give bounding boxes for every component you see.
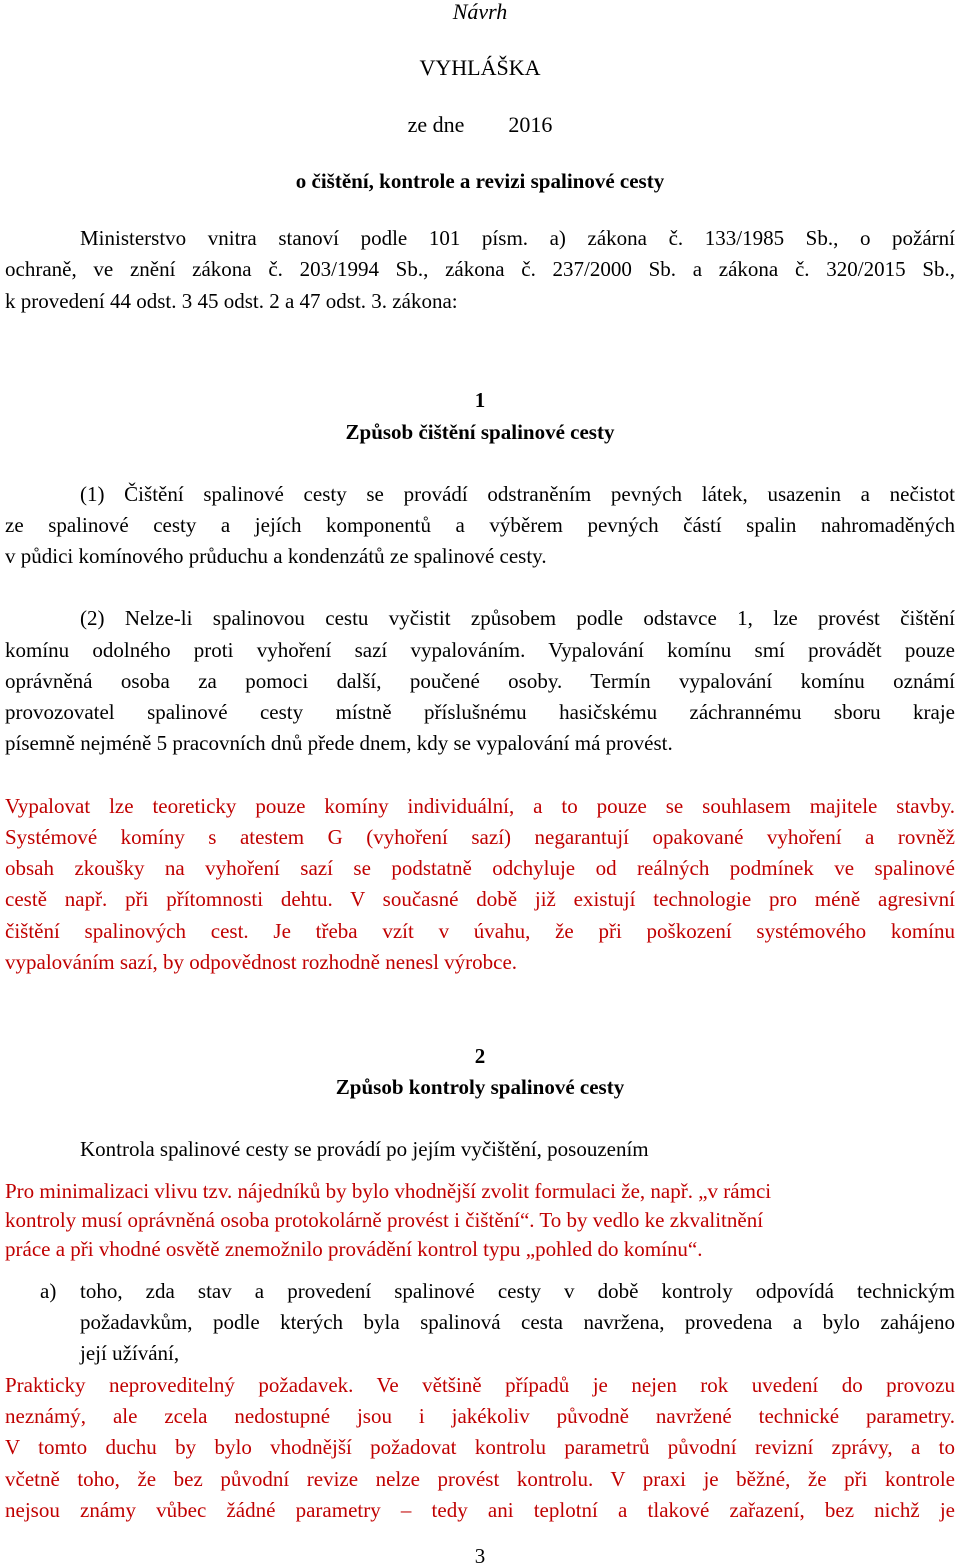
comment-line: Systémové komíny s atestem G (vyhoření sazí) negarantují opakované vyhoření a rovněž — [5, 825, 955, 849]
comment-line: nejsou známy vůbec žádné parametry – tedy ani teplotní a tlakové zařazení, bez nichž je — [5, 1498, 955, 1522]
draft-label: Návrh — [452, 0, 508, 24]
doc-date: ze dne 2016 — [407, 112, 553, 137]
paragraph-line: Kontrola spalinové cesty se provádí po jejím vyčištění, posouzením — [80, 1137, 649, 1161]
comment-line: obsah zkoušky na vyhoření sazí se podstatně odchyluje od reálných podmínek ve spalinové — [5, 856, 955, 880]
paragraph-line: ze spalinové cesty a jejích komponentů a výběrem pevných částí spalin nahromaděných — [5, 513, 955, 537]
comment-line: cestě např. při přítomnosti dehtu. V současné době již existují technologie pro méně agresivní — [5, 887, 955, 911]
list-item-line: její užívání, — [80, 1341, 180, 1365]
section-number: 2 — [474, 1044, 486, 1068]
list-item-line: toho, zda stav a provedení spalinové cesty v době kontroly odpovídá technickým — [80, 1279, 955, 1303]
preamble-line: Ministerstvo vnitra stanoví podle 101 písm. a) zákona č. 133/1985 Sb., o požární — [80, 226, 955, 250]
paragraph-line: provozovatel spalinové cesty místně příslušnému hasičskému záchrannému sboru kraje — [5, 700, 955, 724]
paragraph-line: písemně nejméně 5 pracovních dnů přede dnem, kdy se vypalování má provést. — [5, 731, 673, 755]
paragraph-line: oprávněná osoba za pomoci další, poučené osoby. Termín vypalování komínu oznámí — [5, 669, 955, 693]
comment-line: kontroly musí oprávněná osoba protokolárně provést i čištění“. To by vedlo ke zkvalitnění — [5, 1208, 764, 1232]
preamble-line: ochraně, ve znění zákona č. 203/1994 Sb., zákona č. 237/2000 Sb. a zákona č. 320/2015 Sb., — [5, 257, 955, 281]
comment-line: vypalováním sazí, by odpovědnost rozhodně nenesl výrobce. — [5, 950, 518, 974]
page-number: 3 — [474, 1544, 486, 1568]
comment-line: neznámý, ale zcela nedostupné jsou i jakékoliv původně navržené technické parametry. — [5, 1404, 955, 1428]
section-heading: Způsob čištění spalinové cesty — [345, 420, 615, 444]
paragraph-line: v půdici komínového průduchu a kondenzátů ze spalinové cesty. — [5, 544, 547, 568]
section-number: 1 — [474, 388, 486, 412]
list-item-line: požadavkům, podle kterých byla spalinová cesta navržena, provedena a bylo zahájeno — [80, 1310, 955, 1334]
comment-line: V tomto duchu by bylo vhodnější požadovat kontrolu parametrů původní revizní zprávy, a to — [5, 1435, 955, 1459]
section-heading: Způsob kontroly spalinové cesty — [335, 1075, 625, 1099]
comment-line: práce a při vhodné osvětě znemožnilo provádění kontrol typu „pohled do komínu“. — [5, 1237, 703, 1261]
paragraph-line: komínu odolného proti vyhoření sazí vypalováním. Vypalování komínu smí provádět pouze — [5, 638, 955, 662]
comment-line: včetně toho, že bez původní revize nelze provést kontrolu. V praxi je běžné, že při kontrole — [5, 1467, 955, 1491]
comment-line: Vypalovat lze teoreticky pouze komíny individuální, a to pouze se souhlasem majitele stavby. — [5, 794, 955, 818]
list-marker: a) — [40, 1279, 57, 1303]
doc-type: VYHLÁŠKA — [419, 55, 541, 80]
doc-title: o čištění, kontrole a revizi spalinové cesty — [295, 169, 665, 193]
comment-line: Pro minimalizaci vlivu tzv. nájedníků by bylo vhodnější zvolit formulaci že, např. „v rámci — [5, 1179, 772, 1203]
paragraph-line: (1) Čištění spalinové cesty se provádí odstraněním pevných látek, usazenin a nečistot — [80, 482, 955, 506]
comment-line: Prakticky neproveditelný požadavek. Ve většině případů je nejen rok uvedení do provozu — [5, 1373, 955, 1397]
preamble-line: k provedení 44 odst. 3 45 odst. 2 a 47 odst. 3. zákona: — [5, 289, 458, 313]
paragraph-line: (2) Nelze-li spalinovou cestu vyčistit způsobem podle odstavce 1, lze provést čištění — [80, 606, 955, 630]
comment-line: čištění spalinových cest. Je třeba vzít v úvahu, že při poškození systémového komínu — [5, 919, 955, 943]
